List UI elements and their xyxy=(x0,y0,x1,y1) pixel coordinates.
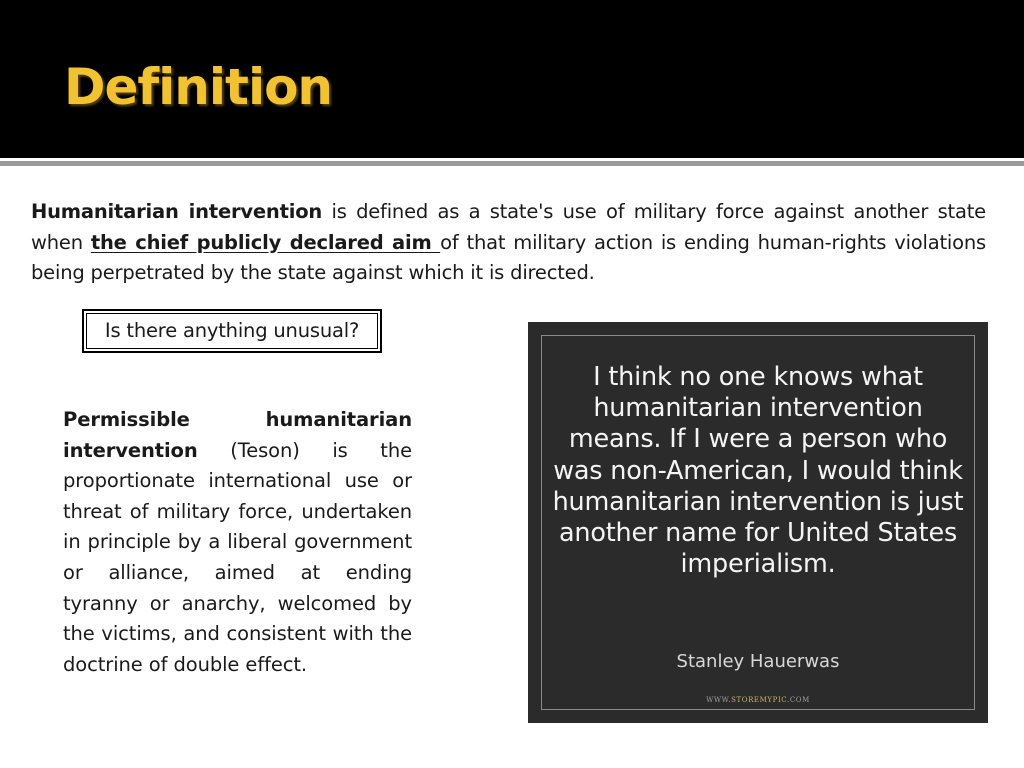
definition-text-part1: is defined as a state's use of military force against another state when xyxy=(31,200,986,254)
definition-emphasis: the chief publicly declared aim xyxy=(90,230,441,254)
permissible-term: Permissible humanitarian intervention xyxy=(63,408,412,462)
quote-source-watermark xyxy=(548,695,968,705)
quote-text: I think no one knows what humanitarian intervention means. If I were a person who was non-American, I would think humanitarian intervention is just another name for United States imperialism. xyxy=(552,362,964,580)
quote-image xyxy=(528,322,988,723)
definition-term: Humanitarian intervention xyxy=(31,200,323,223)
question-box xyxy=(82,309,382,353)
title-divider xyxy=(0,161,1024,166)
quote-author: Stanley Hauerwas xyxy=(676,651,840,672)
slide-title: Definition xyxy=(64,58,333,116)
permissible-text: (Teson) is the proportionate international use or threat of military force, undertaken in principle by a liberal government or alliance, aimed at ending tyranny or anarchy, welcomed by the victims, and consistent with the doctrine of double effect. xyxy=(63,438,412,676)
quote-source-highlight: STOREMYPIC xyxy=(731,696,788,704)
quote-source-prefix: WWW. xyxy=(706,696,732,704)
definition-paragraph xyxy=(31,197,986,289)
title-bar xyxy=(0,0,1024,158)
question-text: Is there anything unusual? xyxy=(86,313,378,349)
definition-text-part2: of that military action is ending human-rights violations being perpetrated by the state against which it is directed. xyxy=(31,230,986,284)
permissible-paragraph xyxy=(63,405,412,680)
quote-source-suffix: .COM xyxy=(787,696,810,704)
